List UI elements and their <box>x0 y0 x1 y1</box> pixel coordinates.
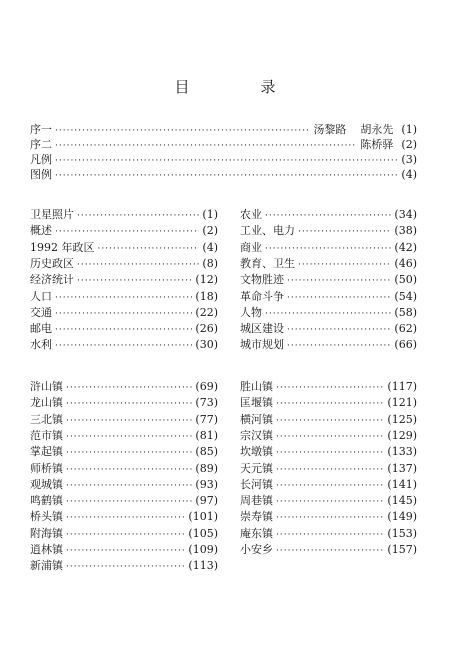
toc-entry-page: (117) <box>387 380 417 393</box>
leader-dots <box>276 463 384 477</box>
toc-entry-page: (26) <box>195 322 218 336</box>
leader-dots <box>66 381 192 395</box>
toc-entry-label: 图例 <box>30 168 52 181</box>
toc-entry-section[interactable] <box>240 208 417 223</box>
toc-entry-label: 周巷镇 <box>240 494 273 508</box>
leader-dots <box>298 258 391 272</box>
toc-entry-town[interactable] <box>240 510 417 525</box>
toc-entry-label: 1992 年政区 <box>30 240 95 254</box>
toc-entry-section[interactable] <box>30 257 218 272</box>
toc-entry-label: 浒山镇 <box>30 380 63 393</box>
leader-dots <box>298 225 391 239</box>
leader-dots <box>55 307 192 321</box>
toc-entry-section[interactable] <box>240 338 417 353</box>
leader-dots <box>55 339 192 353</box>
toc-entry-label: 教育、卫生 <box>240 256 295 270</box>
leader-dots <box>276 430 384 444</box>
toc-entry-town[interactable] <box>240 462 417 477</box>
toc-entry-label: 序一 <box>30 123 52 136</box>
toc-entry-label: 崇寿镇 <box>240 510 273 524</box>
toc-entry-label: 文物胜迹 <box>240 273 284 287</box>
leader-dots <box>287 323 391 337</box>
leader-dots <box>98 242 200 256</box>
toc-entry-town[interactable] <box>30 445 218 460</box>
toc-entry-page: (22) <box>195 305 218 319</box>
toc-entry-page: (125) <box>387 412 417 426</box>
toc-entry-town[interactable] <box>30 462 218 477</box>
leader-dots <box>66 528 185 542</box>
toc-entry-legend[interactable] <box>30 168 417 183</box>
leader-dots <box>265 209 391 223</box>
toc-entry-page: (54) <box>394 289 417 303</box>
toc-entry-town[interactable] <box>30 380 218 395</box>
toc-entry-section[interactable] <box>30 224 218 239</box>
toc-entry-author: 汤黎路 <box>313 123 347 136</box>
toc-entry-page: (89) <box>195 461 218 475</box>
toc-entry-page: (1) <box>401 123 417 136</box>
toc-entry-label: 历史政区 <box>30 256 74 270</box>
toc-entry-label: 概述 <box>30 224 52 238</box>
leader-dots <box>276 414 384 428</box>
toc-entry-town[interactable] <box>240 413 417 428</box>
toc-entry-label: 横河镇 <box>240 412 273 426</box>
toc-entry-section[interactable] <box>30 208 218 223</box>
leader-dots <box>265 242 391 256</box>
toc-entry-town[interactable] <box>240 429 417 444</box>
toc-entry-label: 城市规划 <box>240 338 284 352</box>
toc-entry-section[interactable] <box>30 322 218 337</box>
toc-entry-label: 范市镇 <box>30 428 63 442</box>
toc-entry-section[interactable] <box>240 224 417 239</box>
toc-entry-town[interactable] <box>240 380 417 395</box>
toc-entry-label: 胜山镇 <box>240 380 273 393</box>
toc-entry-page: (12) <box>195 273 218 287</box>
toc-entry-label: 三北镇 <box>30 412 63 426</box>
leader-dots <box>276 544 384 558</box>
toc-entry-page: (141) <box>387 477 417 491</box>
toc-entry-page: (42) <box>394 240 417 254</box>
leader-dots <box>66 511 185 525</box>
leader-dots <box>66 560 185 574</box>
toc-entry-section[interactable] <box>240 257 417 272</box>
toc-entry-town[interactable] <box>30 396 218 411</box>
toc-entry-label: 小安乡 <box>240 543 273 556</box>
toc-entry-label: 坎墩镇 <box>240 445 273 459</box>
toc-entry-page: (133) <box>387 445 417 459</box>
toc-entry-town[interactable] <box>240 527 417 542</box>
toc-entry-label: 城区建设 <box>240 322 284 336</box>
toc-entry-page: (153) <box>387 526 417 540</box>
toc-entry-town[interactable] <box>240 543 417 558</box>
toc-entry-section[interactable] <box>30 306 218 321</box>
leader-dots <box>66 446 192 460</box>
toc-entry-label: 附海镇 <box>30 526 63 540</box>
leader-dots <box>55 225 199 239</box>
toc-entry-label: 天元镇 <box>240 461 273 475</box>
toc-entry-town[interactable] <box>240 396 417 411</box>
toc-entry-label: 宗汉镇 <box>240 428 273 442</box>
toc-entry-page: (145) <box>387 494 417 508</box>
toc-entry-page: (121) <box>387 396 417 410</box>
toc-entry-label: 新浦镇 <box>30 559 63 573</box>
toc-entry-page: (2) <box>202 224 218 238</box>
leader-dots <box>66 397 192 411</box>
toc-entry-page: (50) <box>394 273 417 287</box>
leader-dots <box>287 339 391 353</box>
toc-entry-label: 卫星照片 <box>30 208 74 221</box>
toc-entry-page: (34) <box>394 208 417 221</box>
toc-entry-page: (4) <box>401 168 417 181</box>
leader-dots <box>55 323 192 337</box>
toc-entry-section[interactable] <box>30 241 218 256</box>
toc-entry-town[interactable] <box>30 478 218 493</box>
leader-dots <box>276 397 384 411</box>
leader-dots <box>66 479 192 493</box>
toc-entry-page: (85) <box>195 445 218 459</box>
leader-dots <box>66 430 192 444</box>
leader-dots <box>55 291 192 305</box>
leader-dots <box>66 463 192 477</box>
toc-entry-label: 农业 <box>240 208 262 221</box>
toc-entry-town[interactable] <box>30 494 218 509</box>
toc-entry-label: 龙山镇 <box>30 396 63 410</box>
toc-entry-town[interactable] <box>30 413 218 428</box>
toc-entry-section[interactable] <box>240 290 417 305</box>
toc-entry-author: 胡永先 <box>360 123 394 136</box>
toc-entry-page: (69) <box>195 380 218 393</box>
toc-entry-label: 凡例 <box>30 153 52 166</box>
leader-dots <box>55 124 310 138</box>
toc-entry-town[interactable] <box>240 445 417 460</box>
toc-entry-section[interactable] <box>240 322 417 337</box>
leader-dots <box>276 528 384 542</box>
toc-entry-preface-2[interactable] <box>30 138 417 153</box>
toc-entry-town[interactable] <box>30 559 218 574</box>
toc-entry-page: (97) <box>195 494 218 508</box>
toc-entry-town[interactable] <box>30 429 218 444</box>
leader-dots <box>77 209 199 223</box>
toc-entry-label: 经济统计 <box>30 273 74 287</box>
toc-entry-label: 水利 <box>30 338 52 352</box>
toc-entry-label: 人口 <box>30 289 52 303</box>
toc-entry-section[interactable] <box>30 338 218 353</box>
toc-entry-label: 逍林镇 <box>30 543 63 556</box>
leader-dots <box>77 258 199 272</box>
toc-entry-label: 序二 <box>30 138 52 151</box>
toc-entry-page: (109) <box>188 543 218 556</box>
toc-entry-page: (81) <box>195 428 218 442</box>
toc-entry-label: 桥头镇 <box>30 510 63 524</box>
toc-entry-label: 交通 <box>30 305 52 319</box>
toc-entry-page: (3) <box>401 153 417 166</box>
toc-entry-label: 革命斗争 <box>240 289 284 303</box>
toc-entry-page: (73) <box>195 396 218 410</box>
toc-entry-label: 人物 <box>240 305 262 319</box>
toc-entry-label: 师桥镇 <box>30 461 63 475</box>
toc-entry-label: 庵东镇 <box>240 526 273 540</box>
toc-entry-section[interactable] <box>240 273 417 288</box>
toc-entry-label: 商业 <box>240 240 262 254</box>
leader-dots <box>276 479 384 493</box>
toc-entry-notes[interactable] <box>30 153 417 168</box>
toc-entry-label: 观城镇 <box>30 477 63 491</box>
toc-entry-page: (77) <box>195 412 218 426</box>
toc-entry-town[interactable] <box>240 478 417 493</box>
leader-dots <box>276 446 384 460</box>
toc-entry-page: (113) <box>188 559 218 573</box>
toc-entry-page: (46) <box>394 256 417 270</box>
toc-entry-page: (38) <box>394 224 417 238</box>
toc-entry-page: (58) <box>394 305 417 319</box>
toc-entry-section[interactable] <box>240 241 417 256</box>
leader-dots <box>55 154 398 168</box>
toc-entry-page: (18) <box>195 289 218 303</box>
toc-entry-page: (149) <box>387 510 417 524</box>
leader-dots <box>276 511 384 525</box>
toc-entry-label: 掌起镇 <box>30 445 63 459</box>
toc-entry-page: (93) <box>195 477 218 491</box>
toc-entry-section[interactable] <box>30 290 218 305</box>
toc-entry-page: (4) <box>202 240 218 254</box>
toc-entry-label: 长河镇 <box>240 477 273 491</box>
toc-entry-page: (105) <box>188 526 218 540</box>
toc-entry-section[interactable] <box>240 306 417 321</box>
toc-entry-page: (8) <box>202 256 218 270</box>
leader-dots <box>287 291 391 305</box>
toc-entry-label: 匡堰镇 <box>240 396 273 410</box>
leader-dots <box>55 169 398 183</box>
toc-entry-label: 工业、电力 <box>240 224 295 238</box>
toc-entry-label: 邮电 <box>30 322 52 336</box>
toc-entry-town[interactable] <box>30 510 218 525</box>
toc-entry-page: (157) <box>387 543 417 556</box>
toc-entry-page: (137) <box>387 461 417 475</box>
toc-entry-page: (30) <box>195 338 218 352</box>
leader-dots <box>287 274 391 288</box>
toc-entry-page: (1) <box>202 208 218 221</box>
toc-entry-label: 鸣鹤镇 <box>30 494 63 508</box>
leader-dots <box>276 495 384 509</box>
toc-entry-town[interactable] <box>240 494 417 509</box>
toc-entry-town[interactable] <box>30 527 218 542</box>
toc-entry-page: (62) <box>394 322 417 336</box>
toc-entry-page: (101) <box>188 510 218 524</box>
leader-dots <box>66 495 192 509</box>
toc-entry-town[interactable] <box>30 543 218 558</box>
leader-dots <box>265 307 391 321</box>
leader-dots <box>77 274 192 288</box>
leader-dots <box>66 544 185 558</box>
toc-entry-page: (129) <box>387 428 417 442</box>
leader-dots <box>66 414 192 428</box>
toc-entry-page: (66) <box>394 338 417 352</box>
leader-dots <box>55 139 357 153</box>
toc-entry-section[interactable] <box>30 273 218 288</box>
leader-dots <box>276 381 384 395</box>
toc-entry-preface-1[interactable] <box>30 123 417 138</box>
page-title: 目 录 <box>174 78 304 96</box>
toc-entry-author: 陈桥驿 <box>360 138 394 151</box>
toc-entry-page: (2) <box>401 138 417 151</box>
